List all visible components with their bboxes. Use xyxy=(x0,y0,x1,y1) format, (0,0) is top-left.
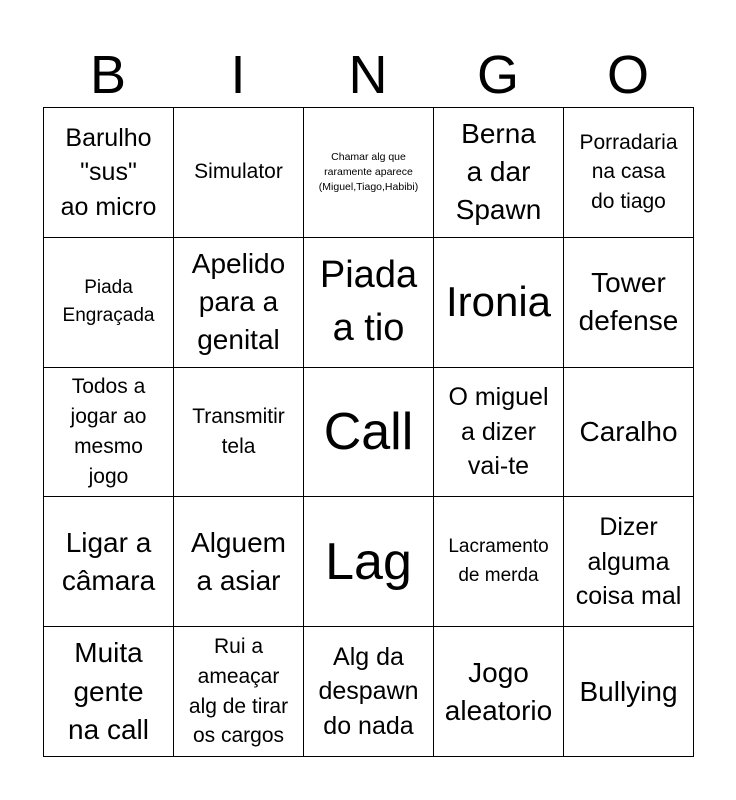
cell-text: Porradaria na casa do tiago xyxy=(579,130,678,214)
bingo-cell[interactable] xyxy=(564,238,694,368)
bingo-cell[interactable] xyxy=(174,497,304,627)
bingo-cell[interactable] xyxy=(44,497,174,627)
bingo-cell[interactable] xyxy=(44,368,174,498)
cell-text: Ligar a câmara xyxy=(61,526,156,596)
cell-text: Bullying xyxy=(579,675,678,707)
cell-text: Barulho "sus" ao micro xyxy=(60,123,157,221)
header-letter-o: O xyxy=(606,45,649,105)
bingo-cell[interactable] xyxy=(174,627,304,757)
header-letter-g: G xyxy=(476,45,519,105)
bingo-cell[interactable] xyxy=(174,108,304,238)
cell-text: Alg da despawn do nada xyxy=(318,642,419,740)
cell-text: Rui a ameaçar alg de tirar os cargos xyxy=(188,634,289,748)
header-letter-b: B xyxy=(89,45,127,105)
cell-text: Todos a jogar ao mesmo jogo xyxy=(70,375,147,488)
bingo-cell[interactable] xyxy=(434,238,564,368)
cell-text: Piada a tio xyxy=(319,254,418,350)
bingo-cell[interactable] xyxy=(304,108,434,238)
header-letter-i: I xyxy=(230,45,246,105)
bingo-board xyxy=(43,107,694,757)
bingo-cell[interactable] xyxy=(44,238,174,368)
cell-text: Jogo aleatorio xyxy=(444,656,553,726)
bingo-cell[interactable] xyxy=(304,368,434,498)
cell-text: O miguel a dizer vai-te xyxy=(448,383,549,481)
cell-text: Muita gente na call xyxy=(68,637,149,745)
header-letter-n: N xyxy=(348,45,388,105)
cell-text: Apelido para a genital xyxy=(191,248,286,356)
bingo-cell[interactable] xyxy=(304,238,434,368)
cell-text: Transmitir tela xyxy=(192,405,285,458)
cell-text: Berna a dar Spawn xyxy=(455,118,542,226)
cell-text: Simulator xyxy=(194,160,283,184)
cell-text: Caralho xyxy=(579,415,678,447)
bingo-cell[interactable] xyxy=(174,368,304,498)
cell-text: Chamar alg que raramente aparece (Miguel,Tiago,Habibi) xyxy=(318,150,419,193)
cell-text: Lag xyxy=(325,532,412,591)
bingo-cell[interactable] xyxy=(44,108,174,238)
bingo-cell[interactable] xyxy=(434,497,564,627)
cell-text: Ironia xyxy=(445,278,552,325)
cell-text: Alguem a asiar xyxy=(191,526,286,596)
bingo-cell[interactable] xyxy=(304,627,434,757)
bingo-cell[interactable] xyxy=(564,627,694,757)
bingo-cell[interactable] xyxy=(304,497,434,627)
bingo-cell[interactable] xyxy=(434,368,564,498)
bingo-cell[interactable] xyxy=(434,627,564,757)
bingo-cell[interactable] xyxy=(564,368,694,498)
cell-text: Dizer alguma coisa mal xyxy=(575,513,682,611)
bingo-cell[interactable] xyxy=(44,627,174,757)
bingo-header xyxy=(43,44,693,106)
cell-text: Lacramento de merda xyxy=(448,536,549,586)
bingo-cell[interactable] xyxy=(564,497,694,627)
bingo-cell[interactable] xyxy=(434,108,564,238)
cell-text: Piada Engraçada xyxy=(62,276,155,327)
bingo-cell[interactable] xyxy=(564,108,694,238)
cell-text: Call xyxy=(323,402,414,461)
cell-text: Tower defense xyxy=(578,267,679,337)
bingo-cell[interactable] xyxy=(174,238,304,368)
